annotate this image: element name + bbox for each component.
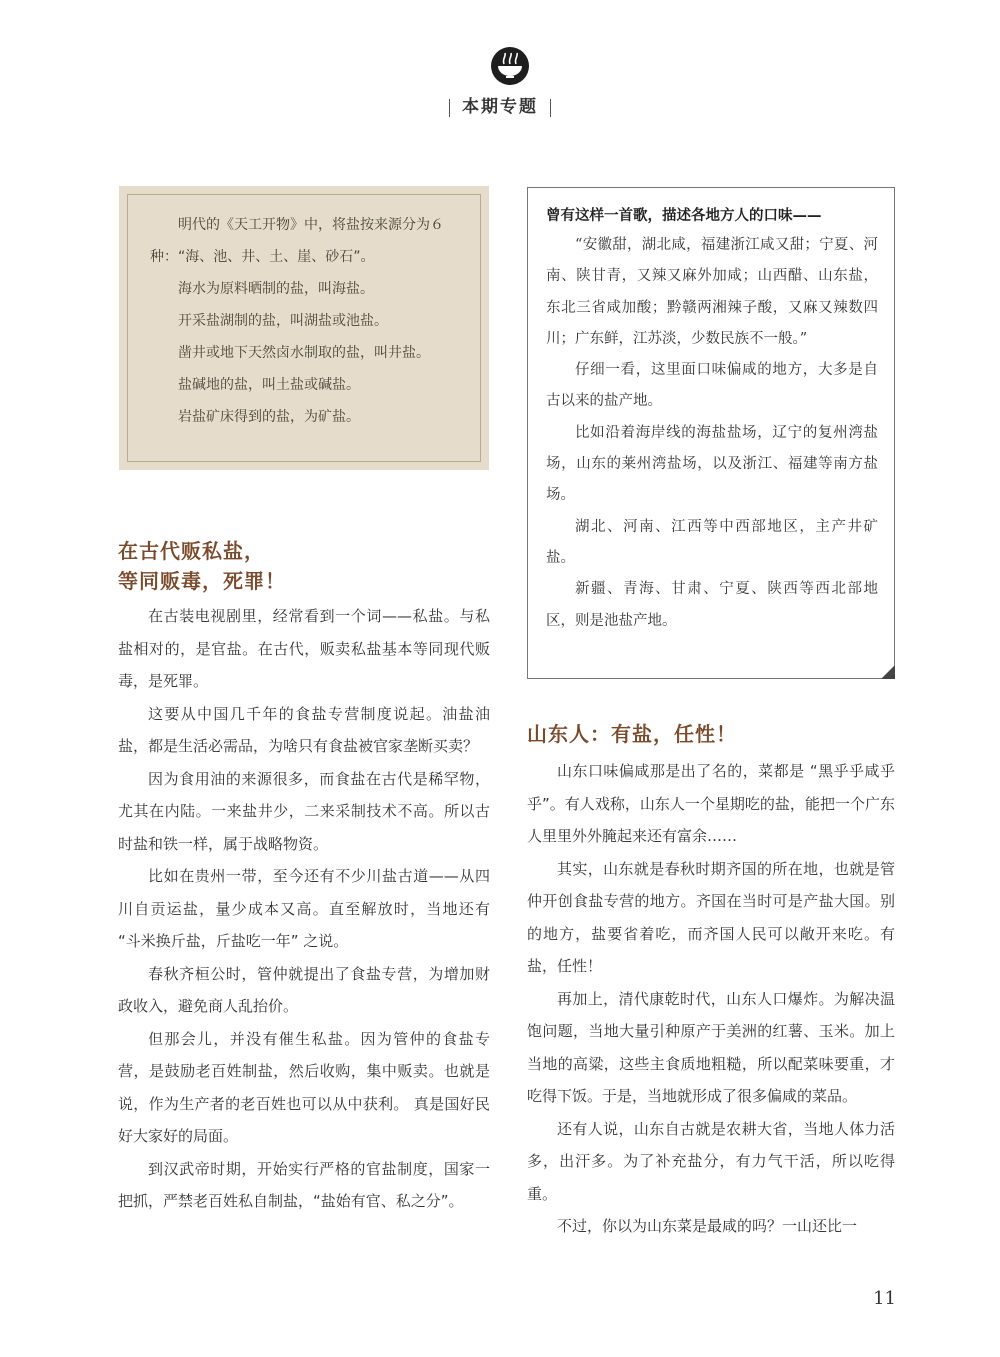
page-number: 11 xyxy=(873,1288,896,1309)
paragraph: 在古装电视剧里，经常看到一个词——私盐。与私盐相对的，是官盐。在古代，贩卖私盐基本等同现代贩毒，是死罪。 xyxy=(118,607,490,690)
salt-types-box xyxy=(119,186,489,470)
paragraph: 不过，你以为山东菜是最咸的吗？一山还比一 xyxy=(557,1217,858,1235)
paragraph: 这要从中国几千年的食盐专营制度说起。油盐油盐，都是生活必需品，为啥只有食盐被官家垄断买卖？ xyxy=(118,704,490,755)
divider xyxy=(550,99,551,117)
corner-decoration xyxy=(881,665,895,679)
salt-types-text xyxy=(127,194,481,462)
left-article xyxy=(118,536,490,1218)
section-label-text: 本期专题 xyxy=(462,97,538,117)
paragraph: 其实，山东就是春秋时期齐国的所在地，也就是管仲开创食盐专营的地方。齐国在当时可是产盐大国。别的地方，盐要省着吃，而齐国人民可以敞开来吃。有盐，任性！ xyxy=(527,859,895,975)
salt-paragraph: 凿井或地下天然卤水制取的盐，叫井盐。 xyxy=(178,345,430,361)
paragraph: 比如在贵州一带，至今还有不少川盐古道——从四川自贡运盐，量少成本又高。直至解放时，当地还有 “斗米换斤盐，斤盐吃一年” 之说。 xyxy=(118,867,490,950)
paragraph: 再加上，清代康乾时代，山东人口爆炸。为解决温饱问题，当地大量引种原产于美洲的红薯、玉米。加上当地的高粱，这些主食质地粗糙，所以配菜味要重，才吃得下饭。于是，当地就形成了很多偏咸的菜品。 xyxy=(527,989,895,1105)
paragraph: 仔细一看，这里面口味偏咸的地方，大多是自古以来的盐产地。 xyxy=(546,362,878,410)
section-label xyxy=(0,92,1000,117)
salt-paragraph: 明代的《天工开物》中，将盐按来源分为６种：“海、池、井、土、崖、砂石”。 xyxy=(150,217,444,265)
paragraph: 到汉武帝时期，开始实行严格的官盐制度，国家一把抓，严禁老百姓私自制盐，“盐始有官、私之分”。 xyxy=(118,1159,490,1210)
right-article xyxy=(527,719,895,1243)
paragraph: “安徽甜，湖北咸，福建浙江咸又甜；宁夏、河南、陕甘青，又辣又麻外加咸；山西醋、山东盐，东北三省咸加酸；黔赣两湘辣子酸，又麻又辣数四川；广东鲜，江苏淡，少数民族不一般。” xyxy=(546,237,878,347)
section-heading xyxy=(118,536,490,596)
paragraph: 还有人说，山东自古就是农耕大省，当地人体力活多，出汗多。为了补充盐分，有力气干活，所以吃得重。 xyxy=(527,1119,895,1203)
section-heading: 山东人：有盐，任性！ xyxy=(527,722,737,746)
salt-paragraph: 盐碱地的盐，叫土盐或碱盐。 xyxy=(178,377,360,393)
divider xyxy=(449,99,450,117)
heading-line: 等同贩毒，死罪！ xyxy=(118,569,286,593)
article-body xyxy=(527,755,895,1243)
bowl-icon xyxy=(490,46,530,86)
paragraph: 但那会儿，并没有催生私盐。因为管仲的食盐专营，是鼓励老百姓制盐，然后收购，集中贩卖。也就是说，作为生产者的老百姓也可以从中获利。 真是国好民好大家好的局面。 xyxy=(118,1029,490,1145)
paragraph: 山东口味偏咸那是出了名的，菜都是 “黑乎乎咸乎乎”。有人戏称，山东人一个星期吃的盐，能把一个广东人里里外外腌起来还有富余…… xyxy=(527,762,895,845)
paragraph: 因为食用油的来源很多，而食盐在古代是稀罕物，尤其在内陆。一来盐井少，二来采制技术不高。所以古时盐和铁一样，属于战略物资。 xyxy=(118,769,490,853)
paragraph: 比如沿着海岸线的海盐盐场，辽宁的复州湾盐场，山东的莱州湾盐场，以及浙江、福建等南方盐场。 xyxy=(546,424,878,504)
box-body xyxy=(546,230,878,637)
salt-paragraph: 岩盐矿床得到的盐，为矿盐。 xyxy=(178,409,360,425)
salt-paragraph: 海水为原料晒制的盐，叫海盐。 xyxy=(178,281,374,297)
heading-line: 在古代贩私盐， xyxy=(118,539,265,563)
box-title: 曾有这样一首歌，描述各地方人的口味—— xyxy=(546,208,822,224)
paragraph: 新疆、青海、甘肃、宁夏、陕西等西北部地区，则是池盐产地。 xyxy=(546,581,878,629)
paragraph: 湖北、河南、江西等中西部地区，主产井矿盐。 xyxy=(546,518,878,566)
regional-taste-box xyxy=(527,187,895,679)
paragraph: 春秋齐桓公时，管仲就提出了食盐专营，为增加财政收入，避免商人乱抬价。 xyxy=(118,964,490,1015)
salt-paragraph: 开采盐湖制的盐，叫湖盐或池盐。 xyxy=(178,313,388,329)
article-body xyxy=(118,600,490,1218)
